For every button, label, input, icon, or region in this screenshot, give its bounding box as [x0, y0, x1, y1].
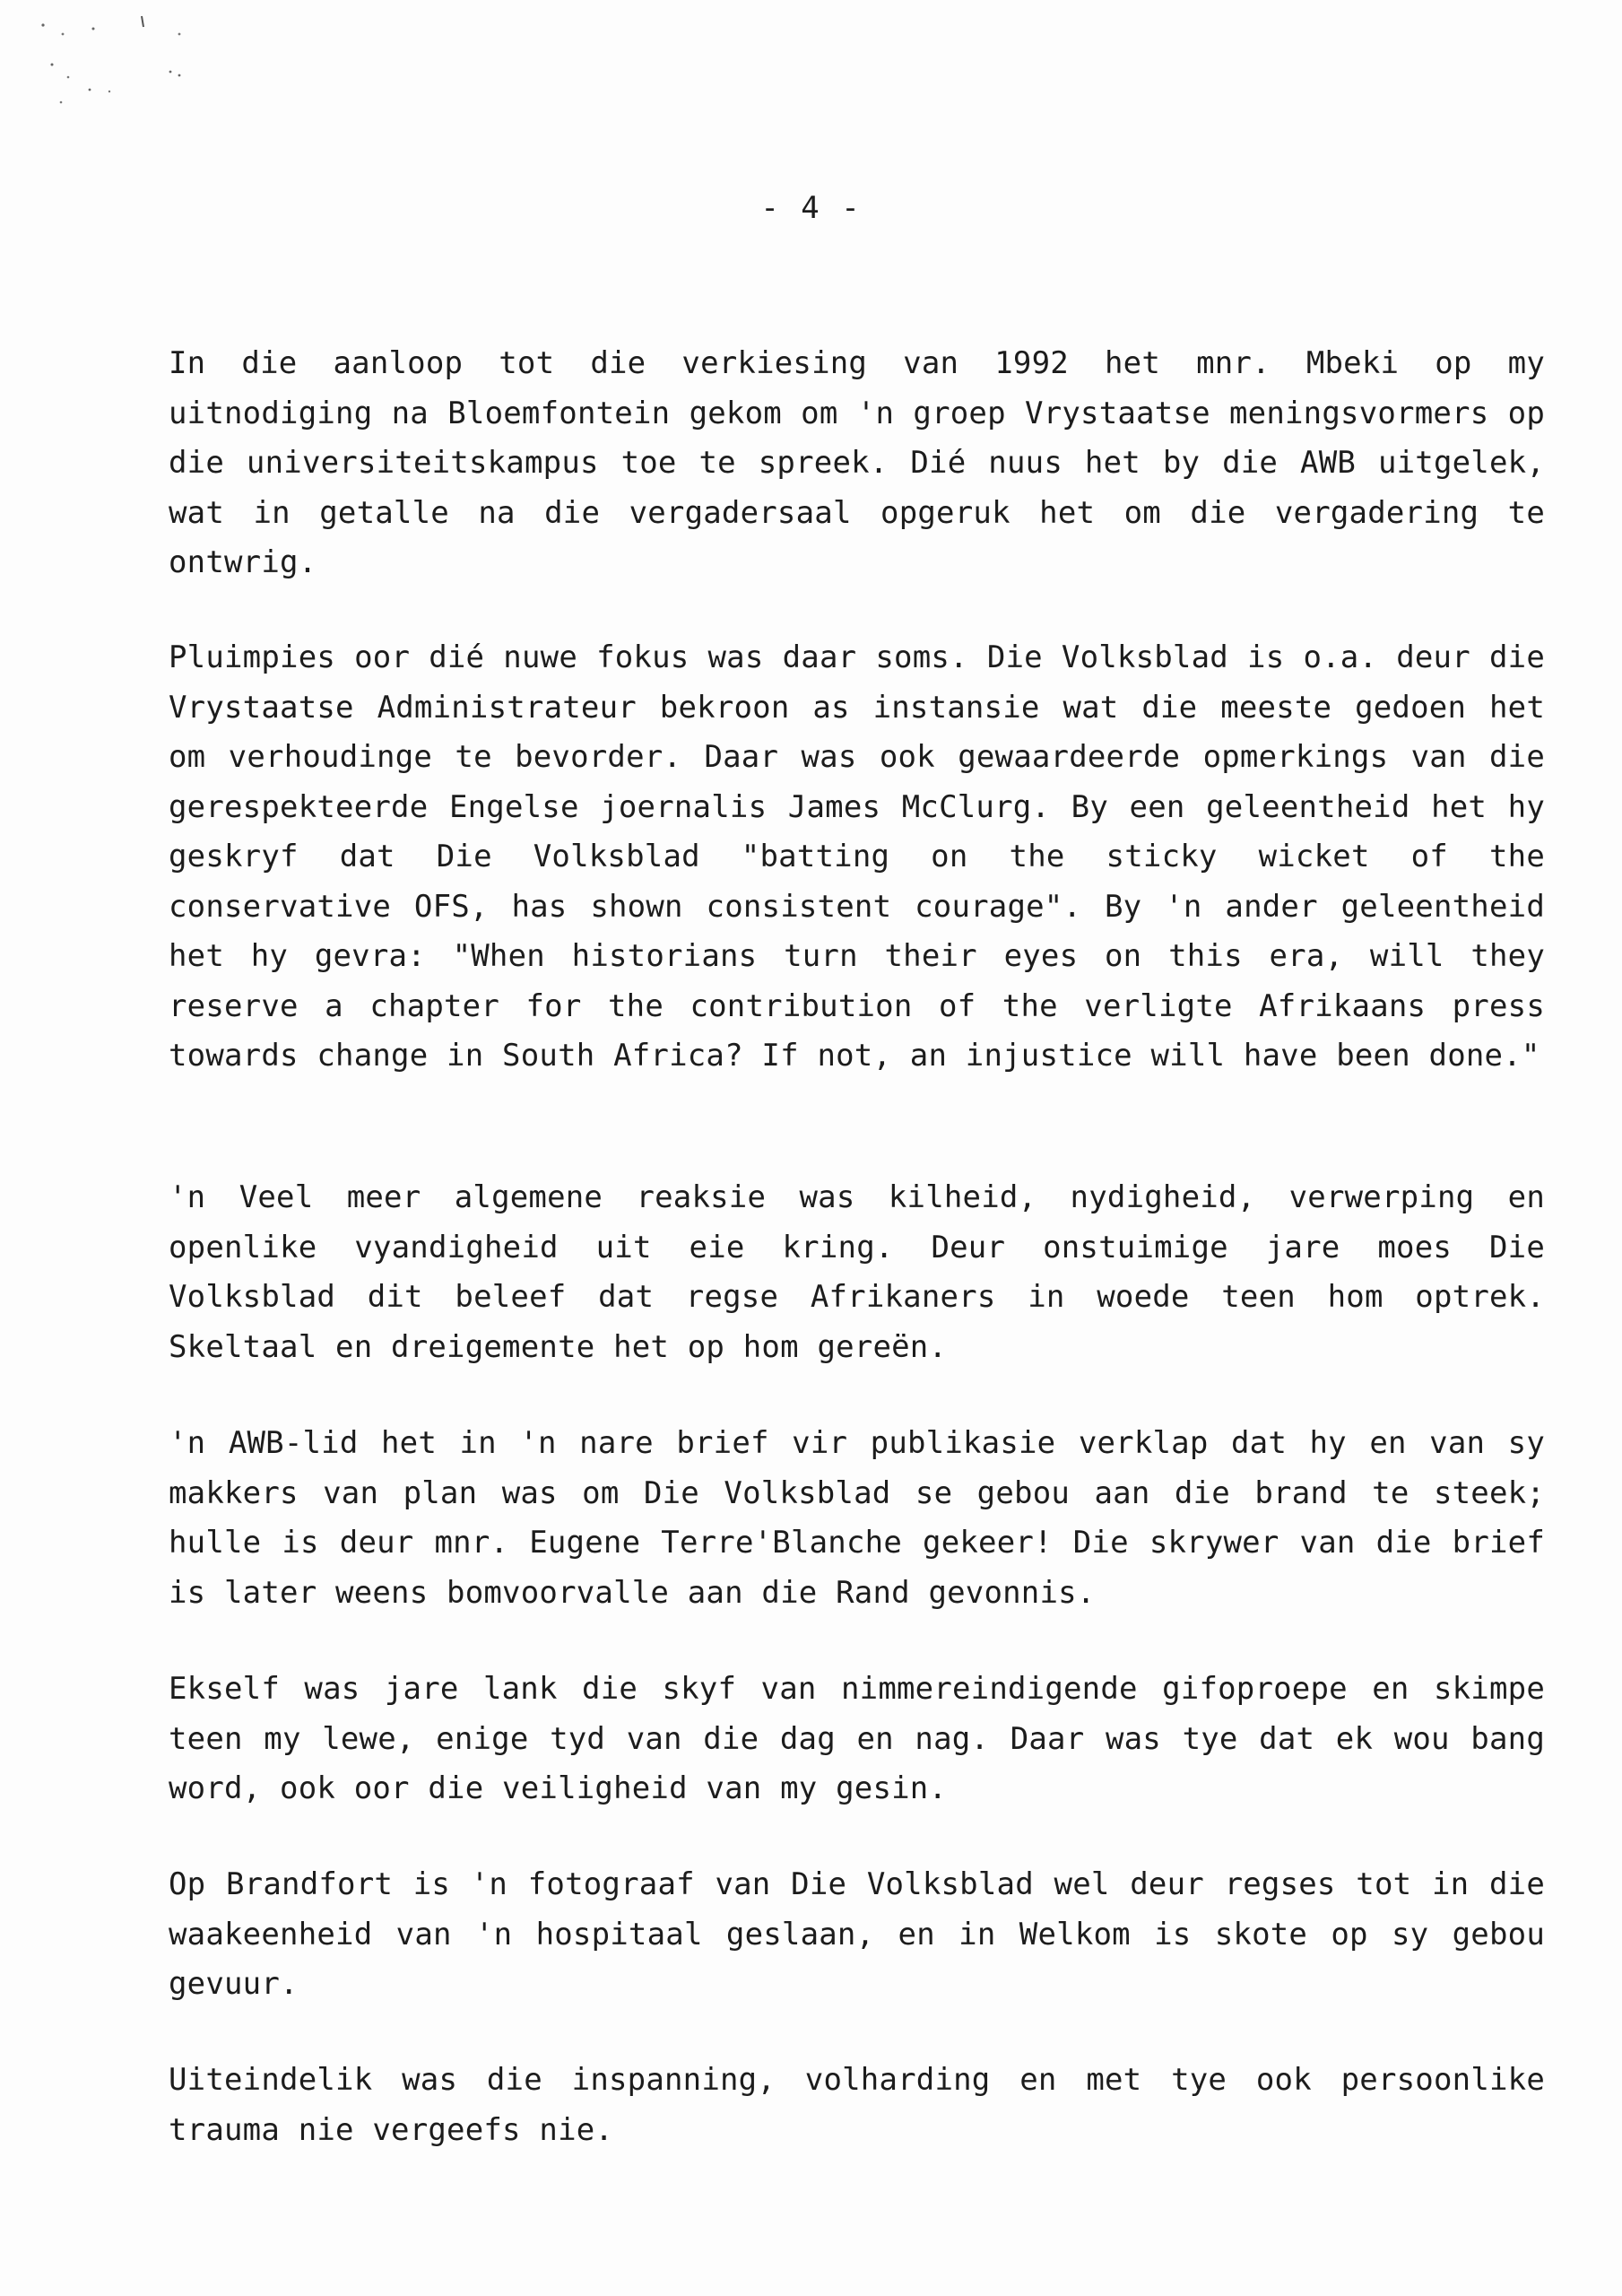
paragraph: Op Brandfort is 'n fotograaf van Die Volksblad wel deur regses tot in die waakeenheid van 'n hospitaal geslaan, en in Welkom is skote op sy gebou gevuur.	[169, 1866, 1545, 2002]
paragraph: Pluimpies oor dié nuwe fokus was daar soms. Die Volksblad is o.a. deur die Vrystaatse Administrateur bekroon as instansie wat die meeste gedoen het om verhoudinge te bevorder. Daar was ook gewaardeerde opmerkings van die gerespekteerde Engelse joernalis James McClurg. By een geleentheid het hy geskryf dat Die Volksblad "batting on the sticky wicket of the conservative OFS, has shown consistent courage". By 'n ander geleentheid het hy gevra: "When historians turn their eyes on this era, will they reserve a chapter for the contribution of the verligte Afrikaans press towards change in South Africa? If not, an injustice will have been done."	[169, 639, 1545, 1074]
page-number: - 4 -	[760, 190, 862, 226]
paragraph: 'n AWB-lid het in 'n nare brief vir publikasie verklap dat hy en van sy makkers van plan was om Die Volksblad se gebou aan die brand te steek; hulle is deur mnr. Eugene Terre'Blanche gekeer! Die skrywer van die brief is later weens bomvoorvalle aan die Rand gevonnis.	[169, 1425, 1545, 1611]
paragraph: 'n Veel meer algemene reaksie was kilheid, nydigheid, verwerping en openlike vyandigheid uit eie kring. Deur onstuimige jare moes Die Volksblad dit beleef dat regse Afrikaners in woede teen hom optrek. Skeltaal en dreigemente het op hom gereën.	[169, 1179, 1545, 1365]
paragraph: In die aanloop tot die verkiesing van 1992 het mnr. Mbeki op my uitnodiging na Bloemfontein gekom om 'n groep Vrystaatse meningsvormers op die universiteitskampus toe te spreek. Dié nuus het by die AWB uitgelek, wat in getalle na die vergadersaal opgeruk het om die vergadering te ontwrig.	[169, 345, 1545, 580]
scan-specks	[36, 9, 197, 108]
paragraph: Uiteindelik was die inspanning, volharding en met tye ook persoonlike trauma nie vergeefs nie.	[169, 2062, 1545, 2148]
paragraph: Ekself was jare lank die skyf van nimmereindigende gifoproepe en skimpe teen my lewe, enige tyd van die dag en nag. Daar was tye dat ek wou bang word, ook oor die veiligheid van my gesin.	[169, 1671, 1545, 1806]
